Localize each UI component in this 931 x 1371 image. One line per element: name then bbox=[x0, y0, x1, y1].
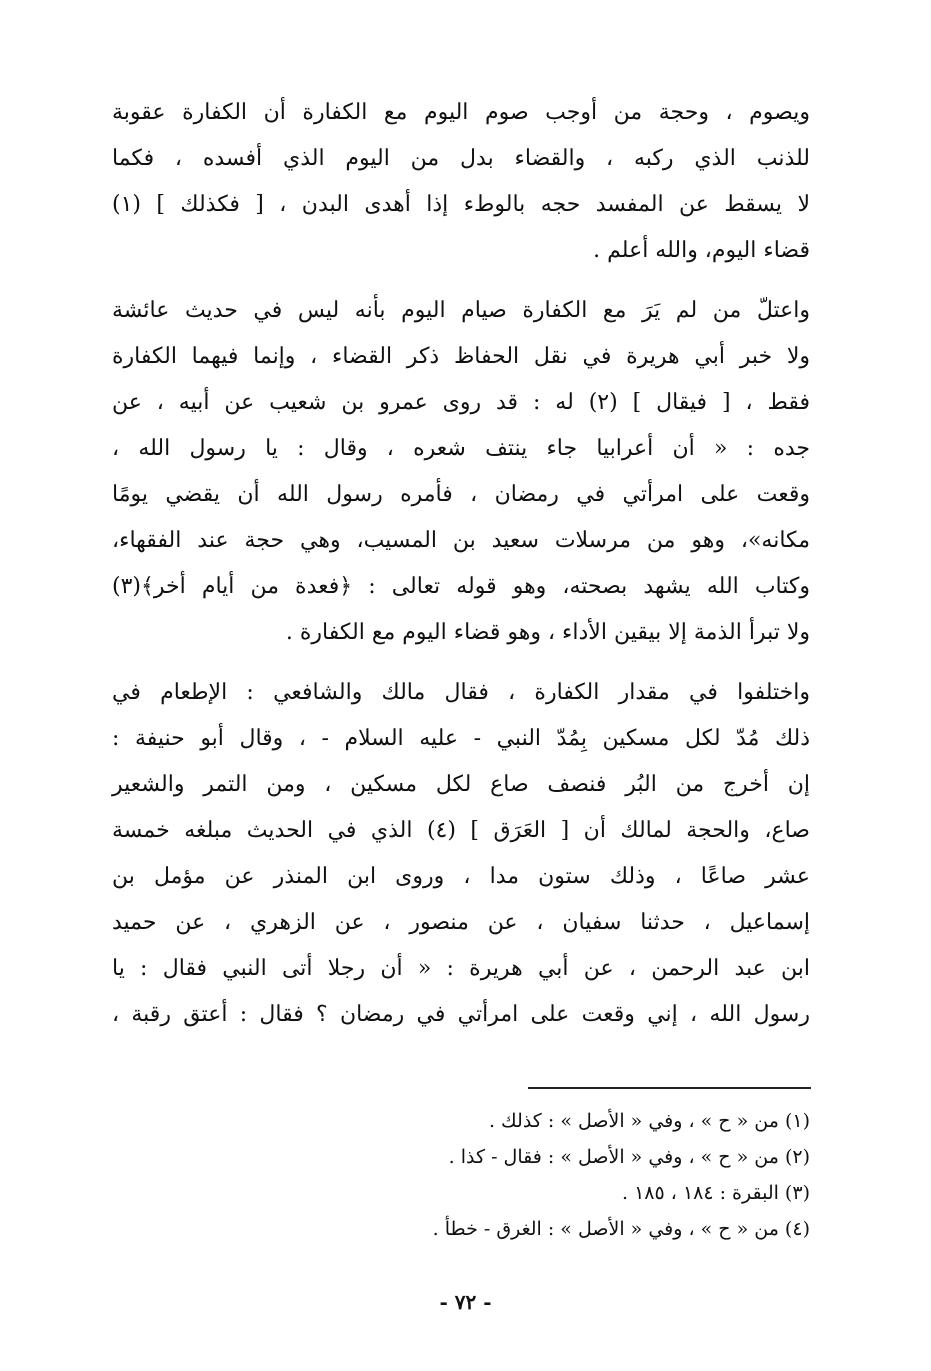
text-line: واعتلّ من لم يَرَ مع الكفارة صيام اليوم بأنه ليس في حديث عائشة bbox=[112, 298, 810, 323]
text-line: ابن عبد الرحمن ، عن أبي هريرة : « أن رجلا أتى النبي فقال : يا bbox=[112, 956, 810, 981]
text-line: ذلك مُدّ لكل مسكين بِمُدّ النبي - عليه السلام - ، وقال أبو حنيفة : bbox=[112, 726, 810, 751]
footnote: (١) من « ح » ، وفي « الأصل » : كذلك . bbox=[488, 1110, 810, 1132]
text-line: عشر صاعًا ، وذلك ستون مدا ، وروى ابن المنذر عن مؤمل بن bbox=[112, 864, 810, 889]
text-line: إن أخرج من البُر فنصف صاع لكل مسكين ، ومن التمر والشعير bbox=[112, 772, 810, 797]
text-line: فقط ، [ فيقال ] (٢) له : قد روى عمرو بن شعيب عن أبيه ، عن bbox=[112, 390, 810, 415]
text-line: ولا خبر أبي هريرة في نقل الحفاظ ذكر القضاء ، وإنما فيهما الكفارة bbox=[112, 344, 810, 369]
text-line: قضاء اليوم، والله أعلم . bbox=[593, 238, 810, 263]
page-number: - ٧٢ - bbox=[439, 1290, 492, 1314]
text-line: مكانه»، وهو من مرسلات سعيد بن المسيب، وهي حجة عند الفقهاء، bbox=[112, 528, 810, 553]
text-line: ويصوم ، وحجة من أوجب صوم اليوم مع الكفارة أن الكفارة عقوبة bbox=[112, 100, 810, 125]
text-line: جده : « أن أعرابيا جاء ينتف شعره ، وقال : يا رسول الله ، bbox=[112, 436, 810, 461]
footnote: (٤) من « ح » ، وفي « الأصل » : الغرق - خطأ . bbox=[432, 1218, 810, 1240]
text-line: وكتاب الله يشهد بصحته، وهو قوله تعالى : ﴿فعدة من أيام أخر﴾(٣) bbox=[112, 574, 810, 599]
text-line: رسول الله ، إني وقعت على امرأتي في رمضان ؟ فقال : أعتق رقبة ، bbox=[112, 1002, 810, 1027]
text-line: إسماعيل ، حدثنا سفيان ، عن منصور ، عن الزهري ، عن حميد bbox=[112, 910, 810, 935]
paragraph-2 bbox=[112, 288, 810, 656]
footnote-divider bbox=[528, 1087, 811, 1089]
text-line: واختلفوا في مقدار الكفارة ، فقال مالك والشافعي : الإطعام في bbox=[112, 680, 810, 705]
text-line: وقعت على امرأتي في رمضان ، فأمره رسول الله أن يقضي يومًا bbox=[112, 482, 810, 507]
text-line: للذنب الذي ركبه ، والقضاء بدل من اليوم الذي أفسده ، فكما bbox=[112, 146, 810, 171]
footnote: (٣) البقرة : ١٨٤ ، ١٨٥ . bbox=[622, 1182, 810, 1204]
text-line: صاع، والحجة لمالك أن [ العَرَق ] (٤) الذي في الحديث مبلغه خمسة bbox=[112, 818, 810, 843]
paragraph-3 bbox=[112, 670, 810, 1038]
paragraph-1 bbox=[112, 90, 810, 274]
text-line: لا يسقط عن المفسد حجه بالوطء إذا أهدى البدن ، [ فكذلك ] (١) bbox=[112, 192, 810, 217]
footnote: (٢) من « ح » ، وفي « الأصل » : فقال - كذا . bbox=[448, 1146, 810, 1168]
body-text bbox=[112, 90, 810, 1038]
text-line: ولا تبرأ الذمة إلا بيقين الأداء ، وهو قضاء اليوم مع الكفارة . bbox=[285, 620, 810, 645]
footnotes bbox=[112, 1103, 810, 1247]
